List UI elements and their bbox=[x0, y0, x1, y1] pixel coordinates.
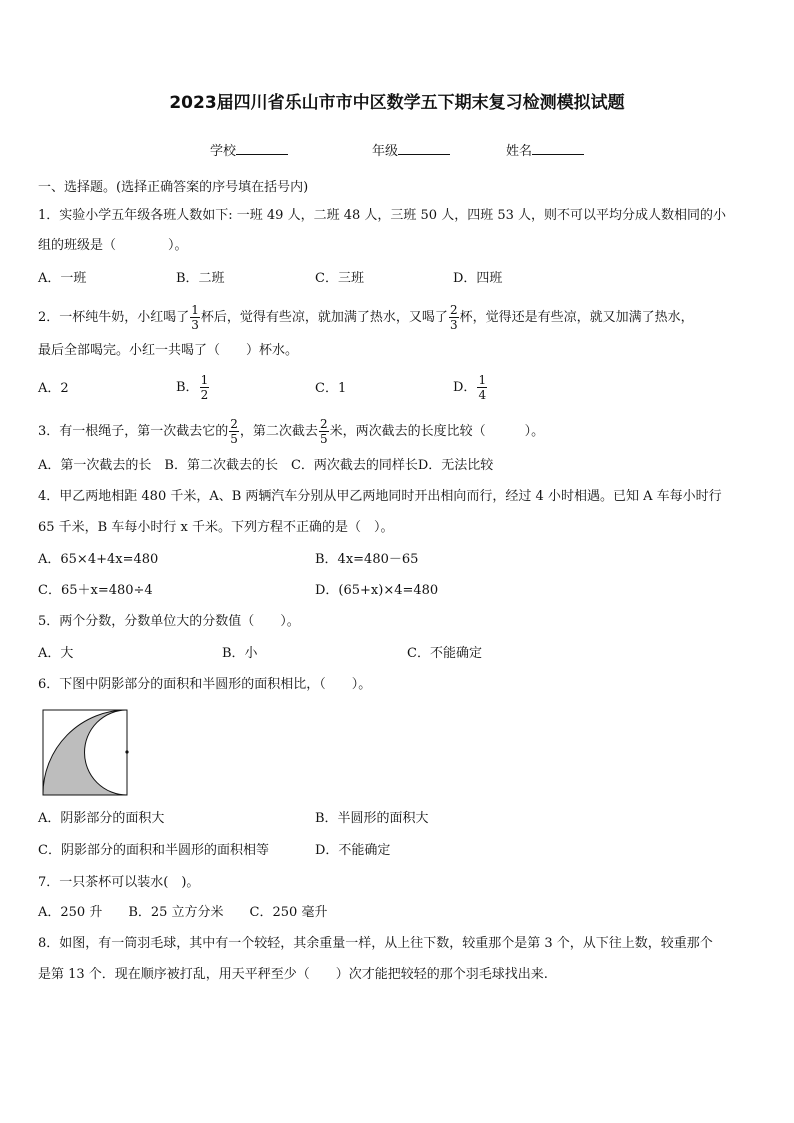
q3-text-part2: ，第二次截去 bbox=[239, 424, 318, 439]
q8-text-line1: 8．如图，有一筒羽毛球，其中有一个较轻，其余重量一样，从上往下数，较重那个是第 3 个，从下往上数，较重那个 bbox=[38, 936, 713, 951]
q4-option-c[interactable]: C．65＋x=480÷4 bbox=[38, 583, 153, 598]
q2-option-d[interactable] bbox=[453, 373, 488, 402]
q7-options[interactable]: A．250 升 B．25 立方分米 C．250 毫升 bbox=[38, 905, 328, 920]
q6-center-dot bbox=[125, 750, 128, 753]
q2-option-d-label: D． bbox=[453, 380, 477, 395]
q3-text-part1: 3．有一根绳子，第一次截去它的 bbox=[38, 424, 229, 439]
q3-text-part3: 米，两次截去的长度比较（ ）。 bbox=[329, 424, 545, 439]
q2-option-d-numerator: 1 bbox=[478, 373, 487, 387]
q5-option-c[interactable]: C．不能确定 bbox=[407, 646, 482, 661]
q2-text-part1: 2．一杯纯牛奶，小红喝了 bbox=[38, 310, 190, 325]
school-blank[interactable] bbox=[236, 142, 288, 155]
page-title: 2023届四川省乐山市市中区数学五下期末复习检测模拟试题 bbox=[169, 93, 625, 113]
q2-fraction-2-numerator: 2 bbox=[449, 303, 458, 317]
q5-option-b[interactable]: B．小 bbox=[222, 646, 258, 661]
q2-option-b-label: B． bbox=[176, 380, 199, 395]
q1-option-c[interactable]: C．三班 bbox=[315, 271, 364, 286]
q4-text-line2: 65 千米，B 车每小时行 x 千米。下列方程不正确的是（ ）。 bbox=[38, 520, 394, 535]
q3-fraction-2-numerator: 2 bbox=[319, 417, 328, 431]
name-blank[interactable] bbox=[532, 142, 584, 155]
q2-option-b-numerator: 1 bbox=[200, 373, 209, 387]
q1-option-d[interactable]: D．四班 bbox=[453, 271, 503, 286]
q2-option-a[interactable]: A．2 bbox=[38, 381, 69, 396]
q1-text-line1: 1．实验小学五年级各班人数如下: 一班 49 人，二班 48 人，三班 50 人，四班 53 人，则不可以平均分成人数相同的小 bbox=[38, 208, 727, 223]
q4-option-d[interactable]: D．(65+x)×4=480 bbox=[315, 583, 439, 598]
q2-fraction-2 bbox=[449, 303, 459, 332]
q3-text bbox=[38, 417, 544, 446]
q6-option-c[interactable]: C．阴影部分的面积和半圆形的面积相等 bbox=[38, 843, 269, 858]
q2-fraction-1 bbox=[190, 303, 200, 332]
q3-fraction-2 bbox=[319, 417, 329, 446]
q7-text: 7．一只茶杯可以装水( )。 bbox=[38, 875, 200, 890]
q4-text-line1: 4．甲乙两地相距 480 千米，A、B 两辆汽车分别从甲乙两地同时开出相向而行，经过 4 小时相遇。已知 A 车每小时行 bbox=[38, 489, 722, 504]
q2-text-line1 bbox=[38, 303, 694, 332]
q6-option-a[interactable]: A．阴影部分的面积大 bbox=[38, 811, 165, 826]
q3-fraction-1 bbox=[229, 417, 239, 446]
q2-text-part3: 杯，觉得还是有些凉，就又加满了热水， bbox=[459, 310, 694, 325]
q2-text-part2: 杯后，觉得有些凉，就加满了热水，又喝了 bbox=[200, 310, 448, 325]
q2-option-b-denominator: 2 bbox=[200, 388, 209, 402]
school-label: 学校 bbox=[210, 144, 237, 159]
q6-figure bbox=[42, 709, 132, 797]
q5-text: 5．两个分数，分数单位大的分数值（ ）。 bbox=[38, 614, 300, 629]
q6-text: 6．下图中阴影部分的面积和半圆形的面积相比，（ ）。 bbox=[38, 677, 372, 692]
q2-option-d-fraction bbox=[477, 373, 487, 402]
q1-text-line2: 组的班级是（ ）。 bbox=[38, 238, 188, 253]
q6-option-b[interactable]: B．半圆形的面积大 bbox=[315, 811, 429, 826]
q4-option-a[interactable]: A．65×4+4x=480 bbox=[38, 552, 159, 567]
name-field bbox=[506, 140, 584, 159]
q3-fraction-2-denominator: 5 bbox=[319, 432, 328, 446]
grade-blank[interactable] bbox=[398, 142, 450, 155]
grade-field bbox=[372, 140, 450, 159]
q3-fraction-1-denominator: 5 bbox=[230, 432, 238, 446]
q2-option-c[interactable]: C．1 bbox=[315, 381, 347, 396]
q2-fraction-1-numerator: 1 bbox=[191, 303, 199, 317]
school-field bbox=[210, 140, 288, 159]
q8-text-line2: 是第 13 个．现在顺序被打乱，用天平秤至少（ ）次才能把较轻的那个羽毛球找出来. bbox=[38, 967, 548, 982]
q1-option-b[interactable]: B．二班 bbox=[176, 271, 225, 286]
q4-option-b[interactable]: B．4x=480－65 bbox=[315, 552, 419, 567]
q3-fraction-1-numerator: 2 bbox=[230, 417, 238, 431]
q2-fraction-1-denominator: 3 bbox=[191, 318, 199, 332]
q6-option-d[interactable]: D．不能确定 bbox=[315, 843, 391, 858]
q2-text-line2: 最后全部喝完。小红一共喝了（ ）杯水。 bbox=[38, 343, 299, 358]
grade-label: 年级 bbox=[372, 144, 399, 159]
q2-fraction-2-denominator: 3 bbox=[449, 318, 458, 332]
q2-option-d-denominator: 4 bbox=[478, 388, 487, 402]
q5-option-a[interactable]: A．大 bbox=[38, 646, 74, 661]
q3-options[interactable]: A．第一次截去的长 B．第二次截去的长 C．两次截去的同样长D．无法比较 bbox=[38, 458, 494, 473]
section-heading: 一、选择题。(选择正确答案的序号填在括号内) bbox=[38, 180, 309, 195]
q2-option-b[interactable] bbox=[176, 373, 210, 402]
name-label: 姓名 bbox=[506, 144, 533, 159]
q1-option-a[interactable]: A．一班 bbox=[38, 271, 87, 286]
q6-shaded-region bbox=[43, 710, 127, 795]
q2-option-b-fraction bbox=[200, 373, 210, 402]
